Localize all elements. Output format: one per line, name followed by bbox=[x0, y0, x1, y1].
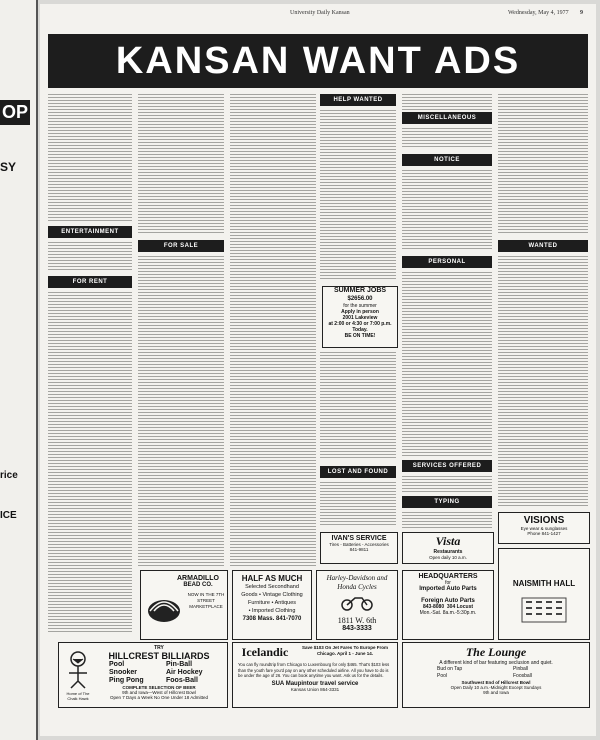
visions-title: VISIONS bbox=[523, 515, 565, 526]
adjacent-fragment-4: ICE bbox=[0, 510, 17, 521]
headquarters-line: for bbox=[445, 580, 451, 586]
classified-text-block bbox=[402, 170, 492, 250]
icelandic-promo: Save $103 On Jet Fares To Europe From Chicago. April 1 - June 14. bbox=[302, 645, 388, 656]
hillcrest-item: Foos-Ball bbox=[166, 677, 198, 684]
hillcrest-top: TRY bbox=[154, 645, 164, 651]
icelandic-airlines-ad bbox=[232, 642, 398, 708]
summer-jobs-line: 2001 Lakeview bbox=[342, 315, 378, 321]
vista-sub: Restaurants bbox=[433, 549, 463, 555]
section-wanted: WANTED bbox=[498, 240, 588, 252]
classified-text-block bbox=[320, 482, 396, 526]
issue-date: Wednesday, May 4, 1977 bbox=[508, 10, 569, 16]
lounge-item: Bud on Tap bbox=[437, 666, 463, 672]
section-notice: NOTICE bbox=[402, 154, 492, 166]
icelandic-address: Kansas Union 864-3331 bbox=[290, 686, 340, 692]
page-number: 9 bbox=[580, 10, 583, 16]
ivans-title: IVAN'S SERVICE bbox=[331, 535, 387, 542]
motorcycle-icon bbox=[340, 593, 374, 611]
classified-text-block bbox=[402, 476, 492, 492]
section-entertainment: ENTERTAINMENT bbox=[48, 226, 132, 238]
hillcrest-item: Pin-Ball bbox=[166, 661, 193, 668]
visions-sub: Eye wear & sunglasses bbox=[520, 526, 568, 531]
section-for-sale: FOR SALE bbox=[138, 240, 224, 252]
chalk-hawk-caption: Home of The Chalk Hawk bbox=[66, 691, 90, 701]
adjacent-fragment-3: rice bbox=[0, 470, 18, 481]
lounge-item: Foosball bbox=[513, 673, 532, 679]
armadillo-bead-ad bbox=[140, 570, 228, 640]
half-as-much-line: Selected Secondhand bbox=[245, 584, 299, 590]
adjacent-page-strip bbox=[0, 0, 38, 740]
harley-address: 1811 W. 6th bbox=[337, 616, 377, 625]
lounge-tagline: A different kind of bar featuring seclusion and quiet. bbox=[439, 660, 553, 666]
classified-text-block bbox=[402, 512, 492, 528]
naismith-hall-ad bbox=[498, 548, 590, 640]
headquarters-address: 304 Locust bbox=[446, 604, 474, 610]
icelandic-body: You can fly roundtrip from Chicago to Luxembourg for only $465. That's $103 less than the youth fare you'd pay on any other scheduled airline. All you have to do is be under the age of 26. You can book anytime you want. Ask us for the details. bbox=[238, 662, 390, 678]
summer-jobs-ad bbox=[322, 286, 398, 348]
lounge-title: The Lounge bbox=[465, 645, 527, 659]
headquarters-phone: 843-8080 bbox=[422, 604, 445, 610]
page-title: KANSAN WANT ADS bbox=[48, 34, 588, 88]
half-as-much-phone: 841-7070 bbox=[276, 616, 302, 622]
classified-text-block bbox=[402, 128, 492, 148]
lounge-location: Southwest End of Hillcrest Bowl bbox=[461, 680, 531, 685]
summer-jobs-line: for the summer bbox=[343, 303, 377, 309]
adjacent-fragment-2: SY bbox=[0, 160, 17, 174]
icelandic-agency: SUA Maupintour travel service bbox=[271, 680, 359, 687]
classified-text-block bbox=[48, 292, 132, 634]
ivans-sub: Tires - Batteries - Accessories bbox=[329, 542, 389, 547]
armadillo-icon bbox=[144, 589, 184, 629]
lounge-item: Pinball bbox=[513, 666, 529, 672]
harley-phone: 843-3333 bbox=[342, 625, 372, 632]
hillcrest-line: Open 7 Days a Week No One Under 18 Admitted bbox=[110, 695, 208, 700]
adjacent-fragment-1: OP bbox=[0, 100, 30, 125]
the-lounge-ad bbox=[402, 642, 590, 708]
hillcrest-item: Air Hockey bbox=[166, 669, 203, 676]
harley-davidson-ad bbox=[316, 570, 398, 640]
section-help-wanted: HELP WANTED bbox=[320, 94, 396, 106]
section-services-offered: SERVICES OFFERED bbox=[402, 460, 492, 472]
ivans-service-ad bbox=[320, 532, 398, 564]
newspaper-page bbox=[40, 4, 596, 736]
classified-text-block bbox=[320, 110, 396, 280]
hillcrest-item: Snooker bbox=[109, 669, 138, 676]
harley-title: Harley-Davidson and Honda Cycles bbox=[326, 574, 388, 591]
half-as-much-title: HALF AS MUCH bbox=[241, 574, 303, 583]
lounge-address: 9th and Iowa bbox=[483, 690, 509, 695]
publication-name: University Daily Kansan bbox=[290, 10, 350, 16]
icelandic-title: Icelandic bbox=[241, 645, 289, 659]
classified-text-block bbox=[48, 94, 132, 222]
lounge-item: Pool bbox=[437, 673, 448, 679]
section-lost-and-found: LOST AND FOUND bbox=[320, 466, 396, 478]
classified-text-block bbox=[138, 94, 224, 234]
headquarters-line: Foreign Auto Parts bbox=[421, 598, 475, 604]
headquarters-hours: Mon.-Sat. 8a.m.-5:30p.m. bbox=[419, 610, 477, 616]
classified-text-block bbox=[48, 242, 132, 272]
headquarters-auto-parts-ad bbox=[402, 570, 494, 640]
half-as-much-line: Furniture • Antiques bbox=[247, 600, 297, 606]
classified-text-block bbox=[498, 94, 588, 234]
classified-text-block bbox=[402, 94, 492, 110]
building-icon bbox=[514, 594, 574, 624]
headquarters-title: HEADQUARTERS bbox=[418, 573, 478, 580]
classified-text-block bbox=[138, 256, 224, 568]
hillcrest-item: Pool bbox=[109, 661, 125, 668]
classified-text-block bbox=[402, 272, 492, 458]
hillcrest-item: Ping Pong bbox=[109, 677, 144, 684]
section-for-rent: FOR RENT bbox=[48, 276, 132, 288]
hillcrest-billiards-ad bbox=[58, 642, 228, 708]
section-typing: TYPING bbox=[402, 496, 492, 508]
naismith-title: NAISMITH HALL bbox=[512, 579, 576, 588]
visions-phone: Phone 841-1427 bbox=[527, 531, 561, 536]
hillcrest-line: COMPLETE SELECTION OF BEER bbox=[122, 685, 196, 690]
vista-title: Vista bbox=[435, 534, 461, 548]
headquarters-line: Imported Auto Parts bbox=[419, 586, 477, 592]
hillcrest-title: HILLCREST BILLIARDS bbox=[108, 651, 210, 661]
lounge-hours: Open Daily 10 a.m.-Midnight Except Sundays bbox=[450, 685, 542, 690]
half-as-much-ad bbox=[232, 570, 312, 640]
visions-ad bbox=[498, 512, 590, 544]
classified-text-block bbox=[230, 94, 316, 568]
half-as-much-address: 7308 Mass. bbox=[242, 616, 275, 622]
classified-text-block bbox=[320, 352, 396, 460]
half-as-much-line: Goods • Vintage Clothing bbox=[241, 592, 303, 598]
chalk-hawk-mascot-icon bbox=[63, 649, 93, 689]
section-miscellaneous: MISCELLANEOUS bbox=[402, 112, 492, 124]
armadillo-title: ARMADILLO bbox=[177, 575, 219, 582]
summer-jobs-pay: $2656.00 bbox=[347, 296, 373, 302]
summer-jobs-line: BE ON TIME! bbox=[344, 333, 376, 339]
vista-ad bbox=[402, 532, 494, 564]
ivans-phone: 841-9811 bbox=[349, 547, 369, 552]
half-as-much-line: • Imported Clothing bbox=[248, 608, 296, 614]
vista-hours: Open daily 10 a.m. bbox=[429, 555, 467, 560]
summer-jobs-line: at 2:00 or 4:30 or 7:00 p.m. bbox=[328, 321, 392, 327]
armadillo-sub: BEAD CO. bbox=[183, 582, 213, 588]
section-personal: PERSONAL bbox=[402, 256, 492, 268]
summer-jobs-line: Today. bbox=[352, 327, 368, 333]
summer-jobs-title: SUMMER JOBS bbox=[333, 287, 387, 294]
classified-text-block bbox=[498, 256, 588, 506]
armadillo-note: NOW IN THE 7TH STREET MARKETPLACE bbox=[187, 592, 225, 609]
summer-jobs-line: Apply in person bbox=[341, 309, 379, 315]
hillcrest-line: 9th and Iowa—West of Hillcrest Bowl bbox=[122, 690, 196, 695]
